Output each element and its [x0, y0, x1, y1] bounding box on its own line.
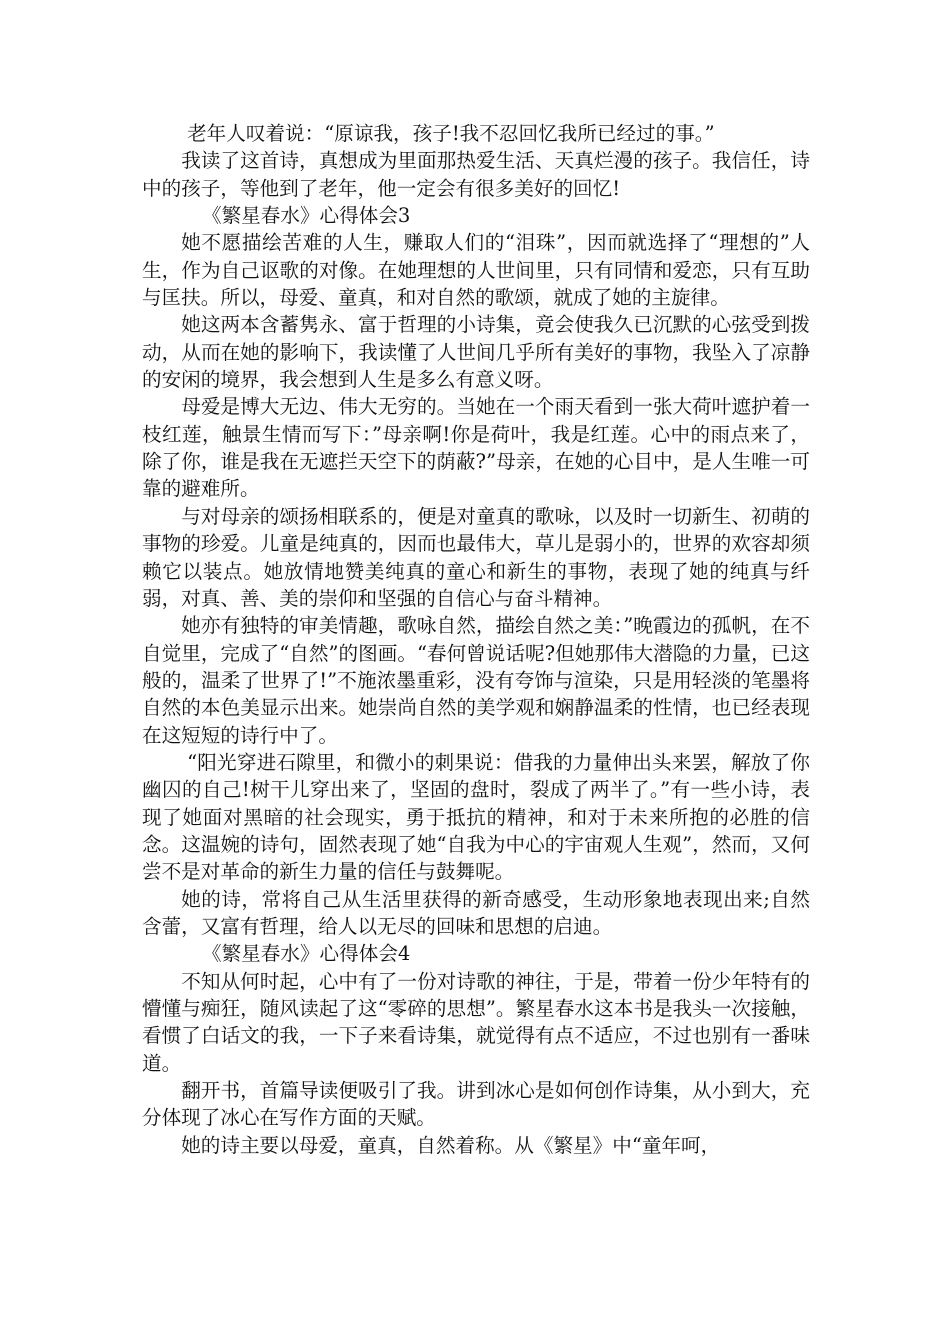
quote-text: “原谅我，孩子!我不忍回忆我所已经过的事。”	[324, 122, 715, 145]
paragraph: 翻开书，首篇导读便吸引了我。讲到冰心是如何创作诗集，从小到大，充分体现了冰心在写作方面的天赋。	[142, 1079, 810, 1130]
section-heading-4: 《繁星春水》心得体会4	[202, 942, 411, 966]
paragraph: “阳光穿进石隙里，和微小的刺果说：借我的力量伸出头来罢，解放了你幽囚的自己!树干儿穿出来了，坚固的盘时，裂成了两半了。”有一些小诗，表现了她面对黑暗的社会现实，勇于抵抗的精神，和对于未来所抱的必胜的信念。这温婉的诗句，固然表现了她“自我为中心的宇宙观人生观”，然而，又何尝不是对革命的新生力量的信任与鼓舞呢。	[142, 750, 810, 884]
paragraph: 她的诗主要以母爱，童真，自然着称。从《繁星》中“童年呵，	[181, 1133, 721, 1157]
paragraph: 与对母亲的颂扬相联系的，便是对童真的歌咏，以及时一切新生、初萌的事物的珍爱。儿童是纯真的，因而也最伟大，草儿是弱小的，世界的欢容却须赖它以装点。她放情地赞美纯真的童心和新生的事物，表现了她的纯真与纤弱，对真、善、美的崇仰和坚强的自信心与奋斗精神。	[142, 504, 810, 610]
paragraph: 她的诗，常将自己从生活里获得的新奇感受，生动形象地表现出来;自然含蕾，又富有哲理，给人以无尽的回味和思想的启迪。	[142, 887, 810, 938]
paragraph: 不知从何时起，心中有了一份对诗歌的神往，于是，带着一份少年特有的懵懂与痴狂，随风读起了这“零碎的思想”。繁星春水这本书是我头一次接触，看惯了白话文的我，一下子来看诗集，就觉得有点不适应，不过也别有一番味道。	[142, 969, 810, 1075]
document-page	[142, 120, 810, 1159]
paragraph: 她不愿描绘苦难的人生，赚取人们的“泪珠”，因而就选择了“理想的”人生，作为自己讴歌的对像。在她理想的人世间里，只有同情和爱恋，只有互助与匡扶。所以，母爱、童真，和对自然的歌颂，就成了她的主旋律。	[142, 231, 810, 310]
paragraph: 母爱是博大无边、伟大无穷的。当她在一个雨天看到一张大荷叶遮护着一枝红莲，触景生情而写下：”母亲啊!你是荷叶，我是红莲。心中的雨点来了，除了你，谁是我在无遮拦天空下的荫蔽?”母亲，在她的心目中，是人生唯一可靠的避难所。	[142, 395, 810, 501]
paragraph-old-man-quote	[142, 120, 810, 147]
paragraph: 她这两本含蓄隽永、富于哲理的小诗集，竟会使我久已沉默的心弦受到拨动，从而在她的影响下，我读懂了人世间几乎所有美好的事物，我坠入了凉静的安闲的境界，我会想到人生是多么有意义呀。	[142, 313, 810, 392]
section-heading-3: 《繁星春水》心得体会3	[202, 204, 411, 228]
speaker-text: 老年人叹着说：	[187, 122, 325, 145]
paragraph: 她亦有独特的审美情趣，歌咏自然，描绘自然之美：”晚霞边的孤帆，在不自觉里，完成了“自然”的图画。“春何曾说话呢?但她那伟大潜隐的力量，已这般的，温柔了世界了!”不施浓墨重彩，没有夸饰与渲染，只是用轻淡的笔墨将自然的本色美显示出来。她崇尚自然的美学观和娴静温柔的性情，也已经表现在这短短的诗行中了。	[142, 614, 810, 747]
paragraph: 我读了这首诗，真想成为里面那热爱生活、天真烂漫的孩子。我信任，诗中的孩子，等他到了老年，他一定会有很多美好的回忆!	[142, 149, 810, 200]
